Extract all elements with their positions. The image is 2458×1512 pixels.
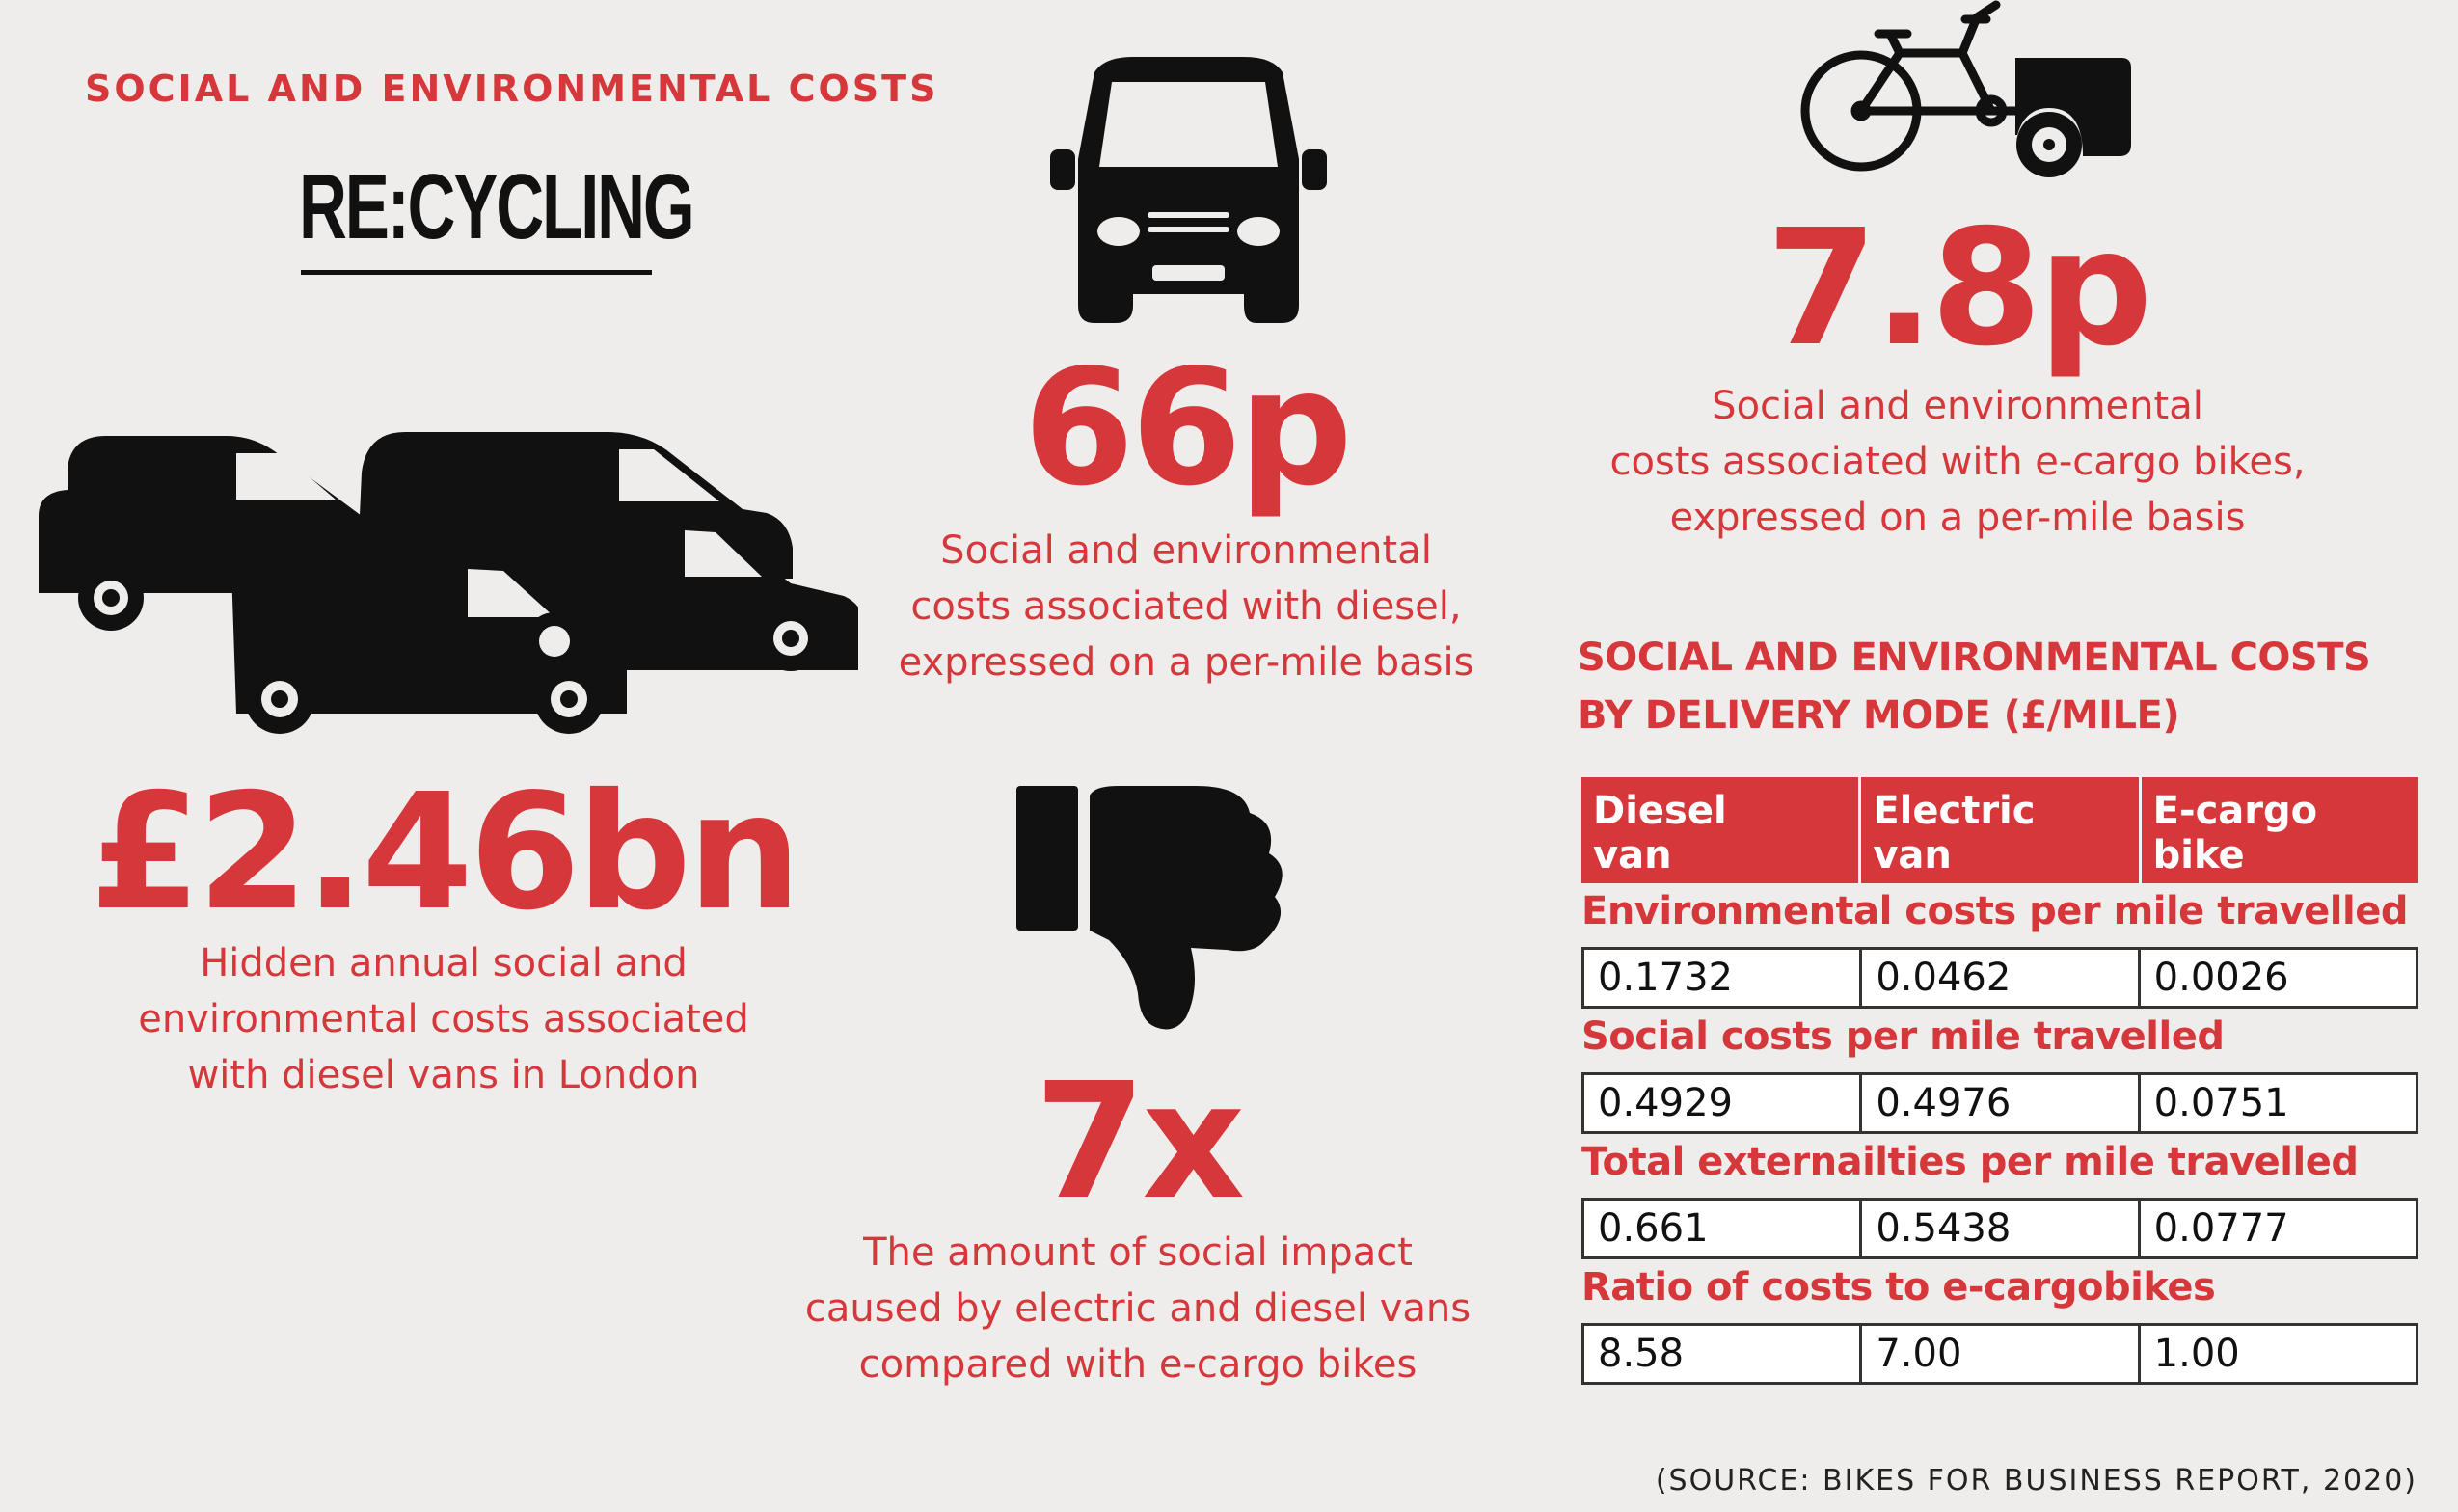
table-cell: 0.4929 xyxy=(1584,1075,1862,1131)
description-line: costs associated with e-cargo bikes, xyxy=(1609,440,2306,484)
thumbs-down-icon xyxy=(1013,786,1292,1037)
column-header-diesel-van xyxy=(1581,777,1861,883)
description-line: costs associated with diesel, xyxy=(910,584,1462,629)
table-cell: 0.0026 xyxy=(2153,956,2289,1000)
section-label-ratio: Ratio of costs to e-cargobikes xyxy=(1581,1265,2216,1310)
table-row xyxy=(1581,1323,2418,1385)
publication-logo: RE:CYCLING xyxy=(299,155,693,258)
ecargo-cost-description xyxy=(1581,378,2334,546)
table-row xyxy=(1581,1072,2418,1134)
table-cell: 1.00 xyxy=(2153,1332,2240,1376)
london-cost-description xyxy=(58,935,829,1103)
description-line: compared with e-cargo bikes xyxy=(858,1342,1418,1387)
column-header-line: van xyxy=(1593,833,1672,878)
table-cell: 0.661 xyxy=(1584,1201,1862,1256)
source-note: (SOURCE: BIKES FOR BUSINESS REPORT, 2020) xyxy=(1655,1464,2417,1498)
table-cell: 0.0462 xyxy=(1862,950,2140,1006)
section-kicker: SOCIAL AND ENVIRONMENTAL COSTS xyxy=(85,68,939,110)
table-cell: 8.58 xyxy=(1584,1326,1862,1382)
column-header-line: Electric xyxy=(1873,789,2036,833)
van-group-icon xyxy=(29,424,858,742)
ratio-value: 7x xyxy=(1034,1049,1242,1235)
description-line: Hidden annual social and xyxy=(200,941,688,986)
description-line: caused by electric and diesel vans xyxy=(804,1286,1472,1331)
diesel-cost-value: 66p xyxy=(1023,336,1349,522)
description-line: expressed on a per-mile basis xyxy=(898,640,1474,685)
table-cell: 0.0777 xyxy=(2153,1206,2289,1251)
description-line: expressed on a per-mile basis xyxy=(1669,496,2246,540)
cargo-bike-icon xyxy=(1794,0,2131,183)
table-title-line: SOCIAL AND ENVIRONMENTAL COSTS xyxy=(1578,635,2371,680)
ecargo-cost-value: 7.8p xyxy=(1766,196,2149,382)
ratio-description xyxy=(781,1225,1495,1392)
van-front-icon xyxy=(1046,53,1331,333)
column-header-ecargo-bike xyxy=(2142,777,2418,883)
section-label-social: Social costs per mile travelled xyxy=(1581,1014,2225,1059)
description-line: with diesel vans in London xyxy=(187,1053,700,1097)
column-header-line: E-cargo xyxy=(2152,789,2318,833)
table-cell: 7.00 xyxy=(1862,1326,2140,1382)
table-cell: 0.4976 xyxy=(1862,1075,2140,1131)
diesel-cost-description xyxy=(868,523,1504,690)
description-line: Social and environmental xyxy=(940,528,1432,573)
table-title-line: BY DELIVERY MODE (£/MILE) xyxy=(1578,693,2180,738)
table-header xyxy=(1581,777,2418,883)
description-line: Social and environmental xyxy=(1712,384,2203,428)
table-cell: 0.5438 xyxy=(1862,1201,2140,1256)
description-line: The amount of social impact xyxy=(863,1230,1413,1275)
table-cell: 0.1732 xyxy=(1584,950,1862,1006)
section-label-total: Total externailties per mile travelled xyxy=(1581,1140,2359,1184)
london-cost-value: £2.46bn xyxy=(89,760,798,946)
table-cell: 0.0751 xyxy=(2153,1081,2289,1125)
column-header-line: bike xyxy=(2152,833,2245,878)
column-header-line: Diesel xyxy=(1593,789,1727,833)
table-title xyxy=(1578,629,2426,744)
column-header-line: van xyxy=(1873,833,1952,878)
table-row xyxy=(1581,1198,2418,1259)
section-label-environmental: Environmental costs per mile travelled xyxy=(1581,889,2408,933)
column-header-electric-van xyxy=(1861,777,2141,883)
table-row xyxy=(1581,947,2418,1009)
logo-underline xyxy=(301,270,652,275)
description-line: environmental costs associated xyxy=(138,997,749,1041)
